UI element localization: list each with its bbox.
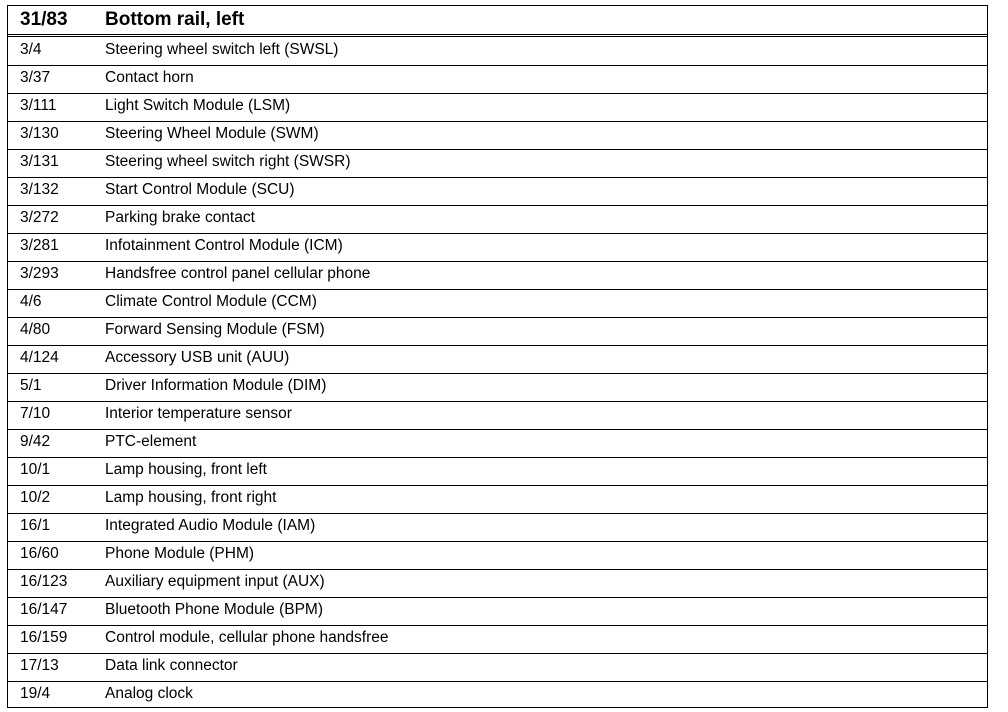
table-body [8,38,987,710]
row-id: 3/111 [20,97,57,114]
table-row [8,94,987,122]
row-description: Contact horn [105,69,194,86]
table-row [8,514,987,542]
table-row [8,66,987,94]
row-description: Auxiliary equipment input (AUX) [105,573,325,590]
row-description: Handsfree control panel cellular phone [105,265,371,282]
component-table [7,5,988,708]
table-row [8,542,987,570]
row-id: 4/6 [20,293,42,310]
header-title: Bottom rail, left [105,9,245,30]
row-id: 3/293 [20,265,59,282]
row-description: Infotainment Control Module (ICM) [105,237,343,254]
row-id: 5/1 [20,377,42,394]
row-description: Analog clock [105,685,193,702]
row-description: Steering wheel switch left (SWSL) [105,41,339,58]
table-row [8,654,987,682]
table-row [8,430,987,458]
row-description: PTC-element [105,433,197,450]
row-id: 3/132 [20,181,59,198]
row-description: Light Switch Module (LSM) [105,97,291,114]
table-row [8,374,987,402]
row-id: 17/13 [20,657,59,674]
row-id: 3/130 [20,125,59,142]
row-id: 19/4 [20,685,51,702]
table-row [8,570,987,598]
table-row [8,38,987,66]
row-id: 3/37 [20,69,51,86]
row-id: 10/1 [20,461,51,478]
row-id: 16/147 [20,601,68,618]
table-row [8,626,987,654]
row-id: 16/159 [20,629,68,646]
row-id: 16/1 [20,517,51,534]
table-row [8,402,987,430]
table-row [8,234,987,262]
row-id: 3/4 [20,41,42,58]
table-row [8,290,987,318]
row-description: Climate Control Module (CCM) [105,293,317,310]
table-row [8,598,987,626]
row-id: 16/123 [20,573,68,590]
row-id: 4/124 [20,349,59,366]
table-row [8,486,987,514]
row-description: Phone Module (PHM) [105,545,255,562]
row-description: Steering Wheel Module (SWM) [105,125,319,142]
table-row [8,150,987,178]
table-row [8,458,987,486]
row-id: 3/272 [20,209,59,226]
row-id: 4/80 [20,321,51,338]
row-id: 3/131 [20,153,59,170]
row-description: Steering wheel switch right (SWSR) [105,153,351,170]
row-description: Lamp housing, front left [105,461,267,478]
table-row [8,262,987,290]
table-header [8,6,987,37]
table-row [8,178,987,206]
row-description: Lamp housing, front right [105,489,277,506]
row-description: Start Control Module (SCU) [105,181,295,198]
row-description: Data link connector [105,657,238,674]
row-description: Forward Sensing Module (FSM) [105,321,325,338]
row-id: 3/281 [20,237,59,254]
row-id: 16/60 [20,545,59,562]
header-code: 31/83 [20,9,68,30]
row-id: 9/42 [20,433,51,450]
row-id: 10/2 [20,489,51,506]
table-row [8,122,987,150]
row-description: Interior temperature sensor [105,405,292,422]
row-description: Accessory USB unit (AUU) [105,349,290,366]
table-row [8,318,987,346]
row-description: Bluetooth Phone Module (BPM) [105,601,323,618]
table-row [8,682,987,710]
table-row [8,346,987,374]
row-description: Control module, cellular phone handsfree [105,629,389,646]
row-description: Parking brake contact [105,209,255,226]
row-id: 7/10 [20,405,51,422]
table-row [8,206,987,234]
row-description: Driver Information Module (DIM) [105,377,327,394]
row-description: Integrated Audio Module (IAM) [105,517,316,534]
